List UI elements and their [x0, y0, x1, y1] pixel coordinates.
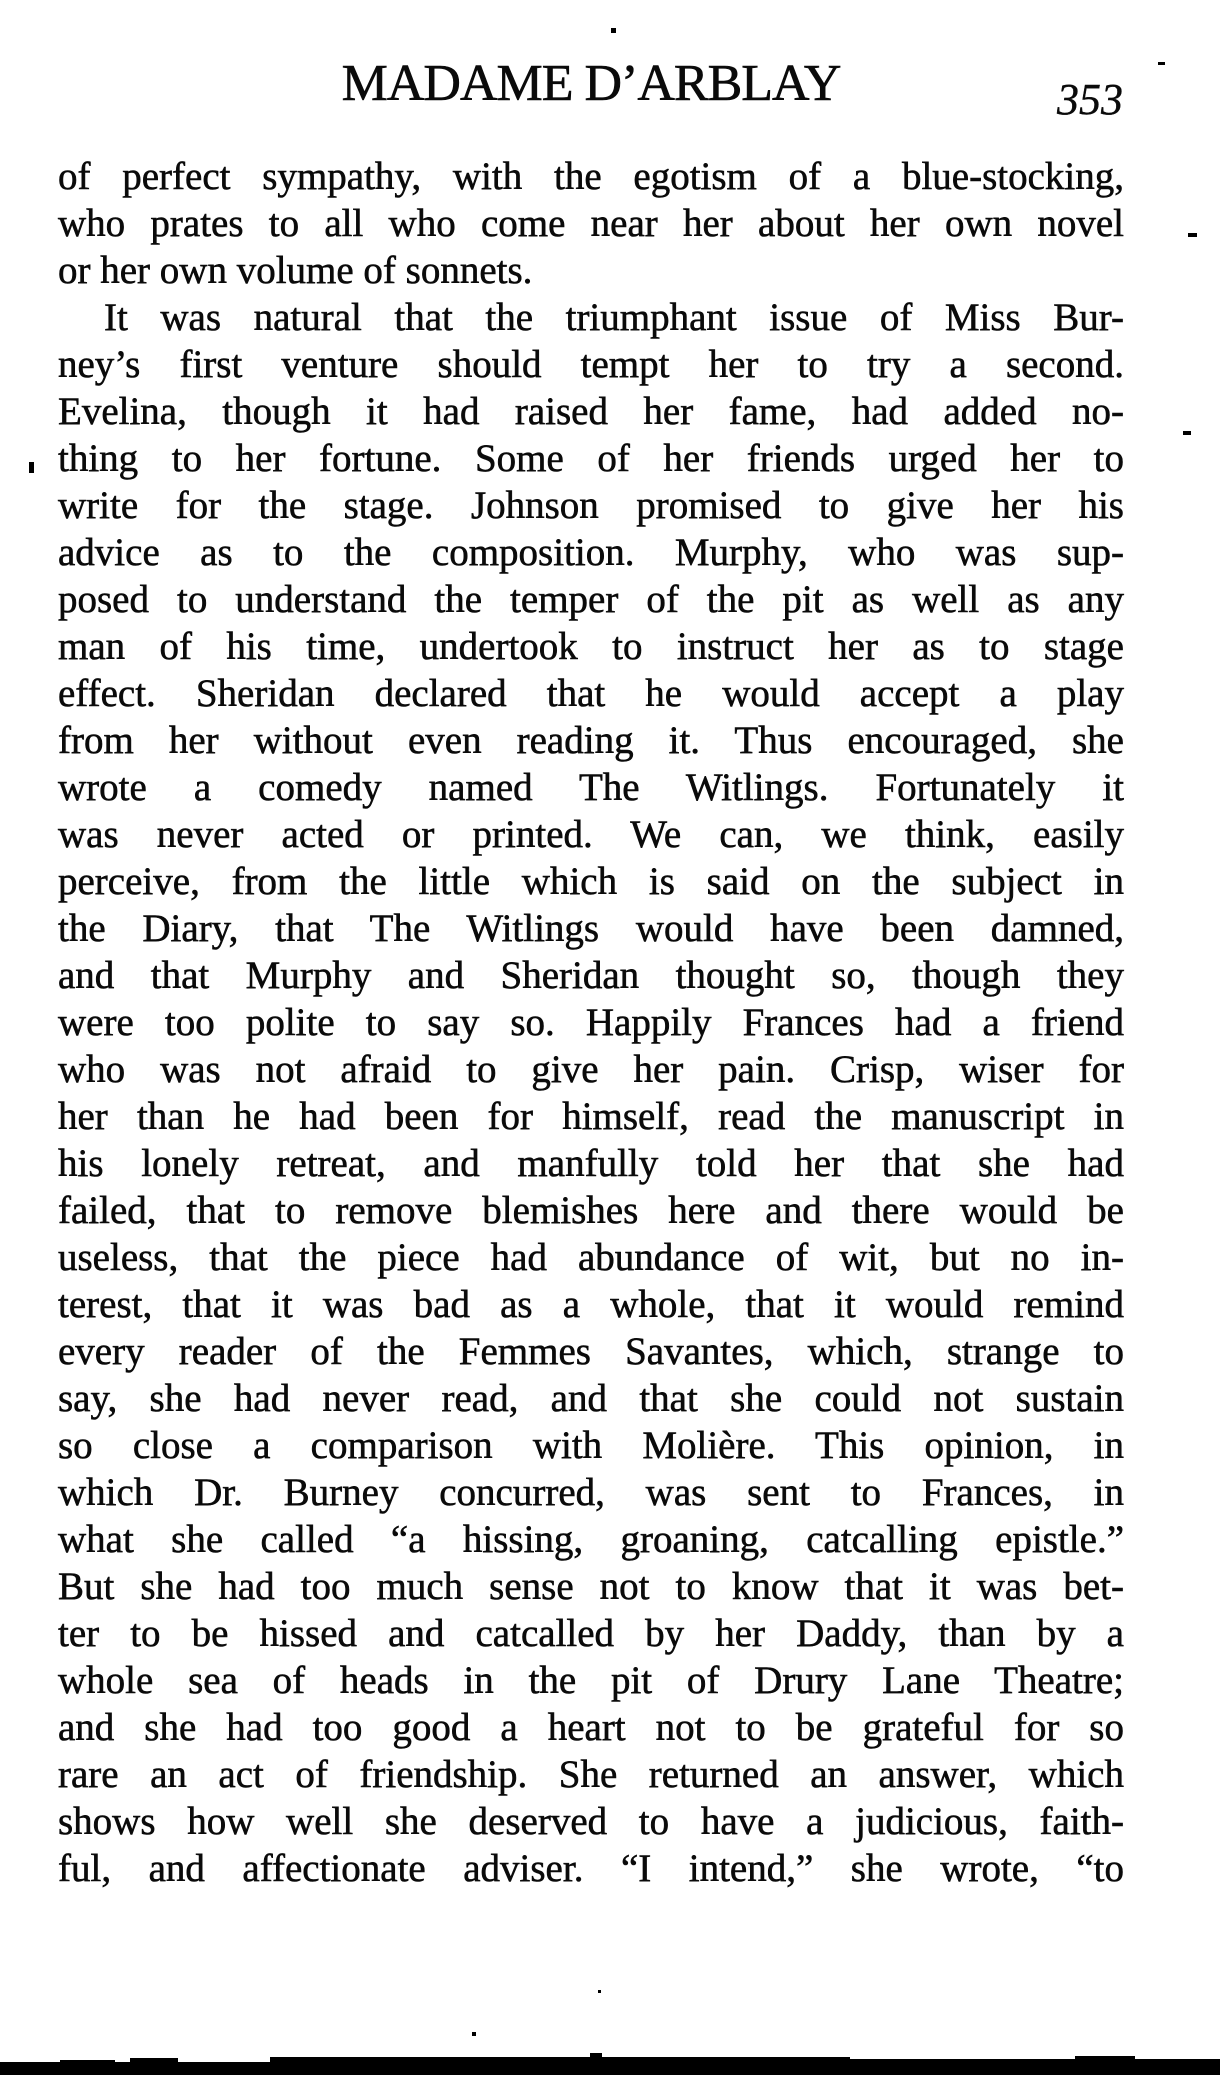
text-line: perceive, from the little which is said on the subject in — [58, 860, 1124, 903]
text-line: which Dr. Burney concurred, was sent to Frances, in — [58, 1471, 1124, 1514]
scan-edge-bar-segment — [1075, 2056, 1135, 2062]
scan-edge-bar-segment — [590, 2053, 602, 2060]
text-line: who was not afraid to give her pain. Crisp, wiser for — [58, 1048, 1124, 1091]
text-line: who prates to all who come near her about her own novel — [58, 202, 1124, 245]
text-line: write for the stage. Johnson promised to give her his — [58, 484, 1124, 527]
scan-edge-bar-segment — [60, 2060, 115, 2066]
text-line: But she had too much sense not to know that it was bet- — [58, 1565, 1124, 1608]
text-line: was never acted or printed. We can, we think, easily — [58, 813, 1124, 856]
text-line: thing to her fortune. Some of her friends urged her to — [58, 437, 1124, 480]
text-line: shows how well she deserved to have a judicious, faith- — [58, 1800, 1124, 1843]
text-line: It was natural that the triumphant issue of Miss Bur- — [104, 296, 1124, 339]
text-line: whole sea of heads in the pit of Drury Lane Theatre; — [58, 1659, 1124, 1702]
ink-speck — [1158, 62, 1165, 65]
ink-speck — [472, 2032, 476, 2036]
text-line: Evelina, though it had raised her fame, had added no- — [58, 390, 1124, 433]
running-head-title: MADAME D’ARBLAY — [341, 55, 841, 112]
text-line: what she called “a hissing, groaning, catcalling epistle.” — [58, 1518, 1124, 1561]
text-line: say, she had never read, and that she could not sustain — [58, 1377, 1124, 1420]
scan-edge-bar-segment — [270, 2057, 850, 2066]
ink-speck — [1183, 431, 1191, 435]
ink-speck — [611, 28, 616, 33]
text-block — [58, 153, 1124, 1892]
text-line: his lonely retreat, and manfully told her that she had — [58, 1142, 1124, 1185]
text-line: ter to be hissed and catcalled by her Daddy, than by a — [58, 1612, 1124, 1655]
text-line: ney’s first venture should tempt her to try a second. — [58, 343, 1124, 386]
ink-speck — [29, 462, 34, 473]
text-line: posed to understand the temper of the pit as well as any — [58, 578, 1124, 621]
text-line: ful, and affectionate adviser. “I intend,” she wrote, “to — [58, 1847, 1124, 1890]
text-line: useless, that the piece had abundance of wit, but no in- — [58, 1236, 1124, 1279]
text-line: wrote a comedy named The Witlings. Fortunately it — [58, 766, 1124, 809]
text-line: rare an act of friendship. She returned an answer, which — [58, 1753, 1124, 1796]
scan-edge-bar-segment — [130, 2058, 178, 2065]
text-line: advice as to the composition. Murphy, who was sup- — [58, 531, 1124, 574]
text-line: so close a comparison with Molière. This opinion, in — [58, 1424, 1124, 1467]
text-line: and that Murphy and Sheridan thought so, though they — [58, 954, 1124, 997]
text-line: failed, that to remove blemishes here and there would be — [58, 1189, 1124, 1232]
ink-speck — [598, 1990, 601, 1993]
text-line: and she had too good a heart not to be grateful for so — [58, 1706, 1124, 1749]
text-line: terest, that it was bad as a whole, that it would remind — [58, 1283, 1124, 1326]
text-line: every reader of the Femmes Savantes, which, strange to — [58, 1330, 1124, 1373]
text-line: were too polite to say so. Happily Frances had a friend — [58, 1001, 1124, 1044]
text-line: from her without even reading it. Thus encouraged, she — [58, 719, 1124, 762]
scan-edge-bar-segment — [845, 2059, 1220, 2066]
page-number: 353 — [1057, 75, 1123, 124]
text-line: the Diary, that The Witlings would have been damned, — [58, 907, 1124, 950]
text-line: effect. Sheridan declared that he would accept a play — [58, 672, 1124, 715]
text-line: her than he had been for himself, read the manuscript in — [58, 1095, 1124, 1138]
text-line: of perfect sympathy, with the egotism of a blue-stocking, — [58, 155, 1124, 198]
text-line: or her own volume of sonnets. — [58, 249, 533, 292]
text-line: man of his time, undertook to instruct her as to stage — [58, 625, 1124, 668]
ink-speck — [1188, 233, 1197, 237]
